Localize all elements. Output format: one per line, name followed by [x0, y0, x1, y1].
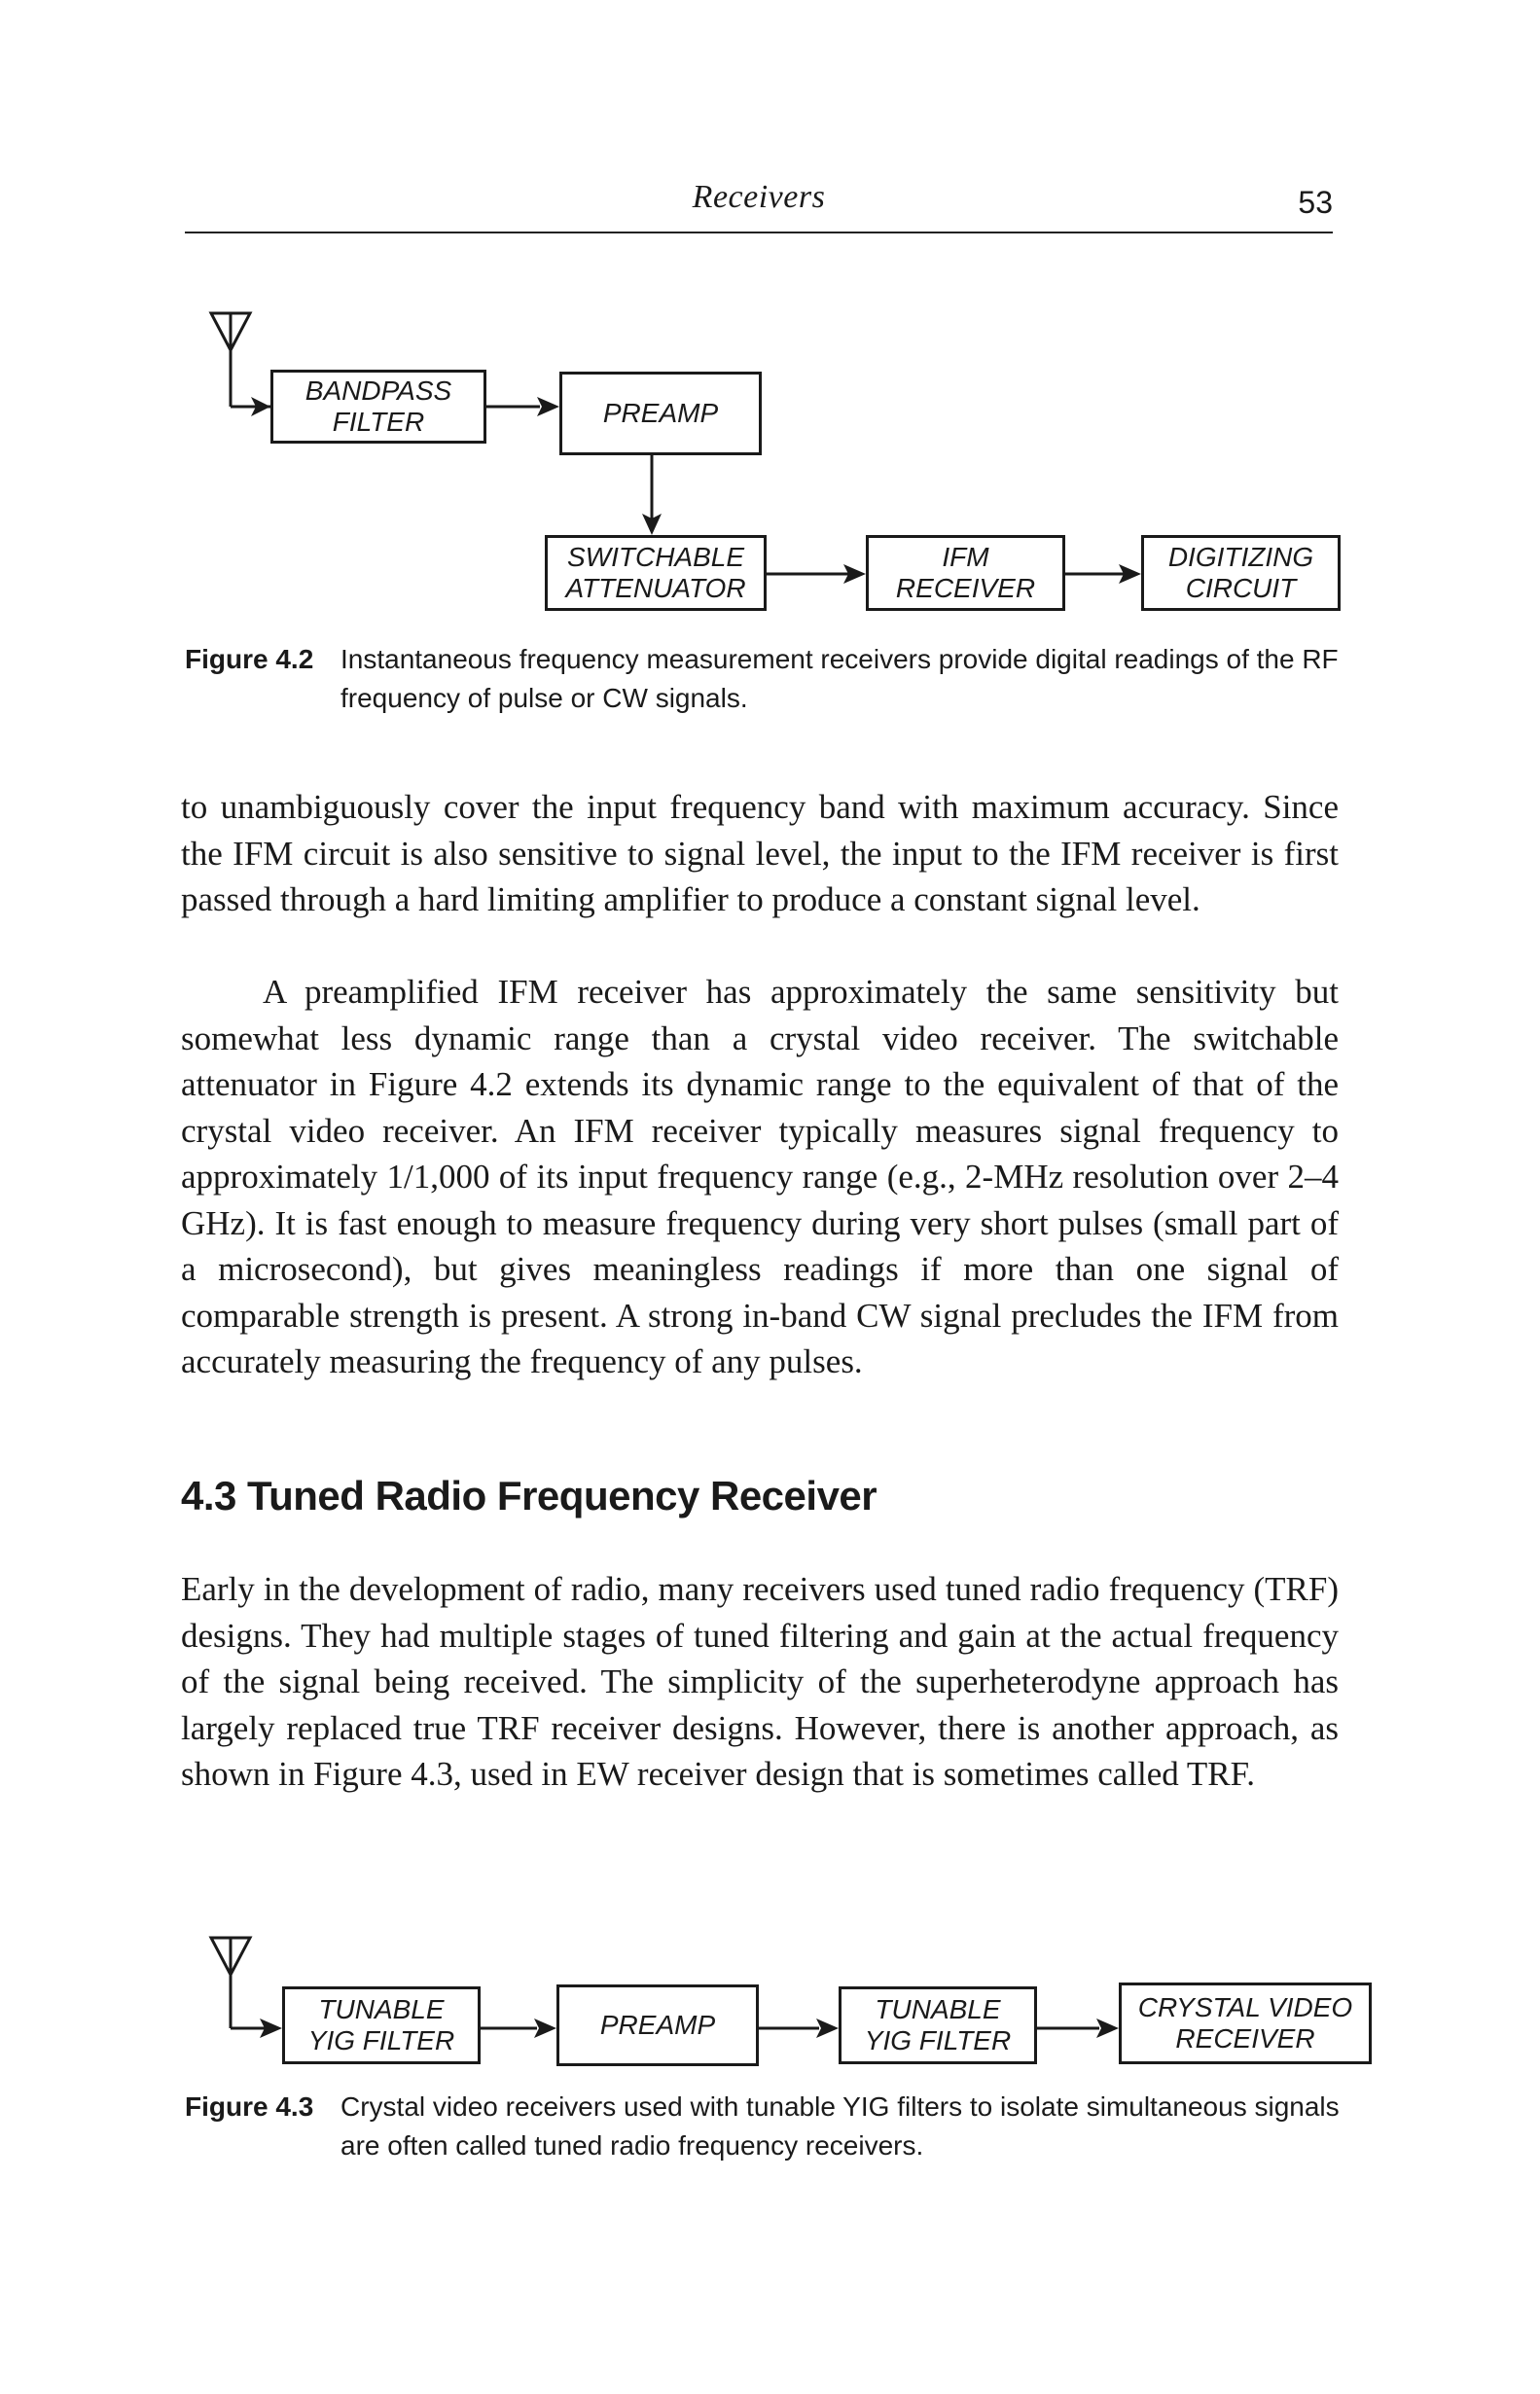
switchable-attenuator-block: [545, 535, 767, 611]
figure-4-2-caption-text: Instantaneous frequency measurement receivers provide digital readings of the RF frequency of pulse or CW signals.: [340, 644, 1339, 713]
bandpass-filter-label: BANDPASS FILTER: [304, 375, 452, 437]
running-header: [185, 171, 1333, 233]
preamp-label: PREAMP: [602, 398, 719, 428]
paragraph-3: Early in the development of radio, many receivers used tuned radio frequency (TRF) designs. They had multiple stages of tuned filtering and gain at the actual frequency of the signal being received. The simplicity of the superheterodyne approach has largely replaced true TRF receiver designs. However, there is another approach, as shown in Figure 4.3, used in EW receiver design that is sometimes called TRF.: [181, 1570, 1339, 1793]
figure-4-3-caption-label: Figure 4.3: [185, 2091, 314, 2122]
figure-4-2-diagram: [0, 292, 1540, 623]
tunable-yig-filter-1-block: [282, 1986, 481, 2064]
page-number: 53: [1298, 185, 1333, 220]
crystal-video-receiver-label: CRYSTAL VIDEO RECEIVER: [1137, 1992, 1353, 2054]
tunable-yig-filter-2-label: TUNABLE YIG FILTER: [864, 1994, 1012, 2055]
paragraph-1: to unambiguously cover the input frequency band with maximum accuracy. Since the IFM circuit is also sensitive to signal level, the input to the IFM receiver is first passed through a hard limiting amplifier to produce a constant signal level.: [181, 788, 1339, 918]
figure-4-2-caption-label: Figure 4.2: [185, 644, 314, 674]
digitizing-circuit-block: [1141, 535, 1341, 611]
tunable-yig-filter-2-block: [839, 1986, 1037, 2064]
tunable-yig-filter-1-label: TUNABLE YIG FILTER: [307, 1994, 455, 2055]
figure-4-3-caption-text: Crystal video receivers used with tunable YIG filters to isolate simultaneous signals are often called tuned radio frequency receivers.: [340, 2091, 1340, 2161]
section-heading: 4.3 Tuned Radio Frequency Receiver: [181, 1473, 877, 1519]
preamp-2-label: PREAMP: [599, 2010, 716, 2040]
running-head: Receivers: [692, 179, 826, 215]
figure-4-3-diagram: [0, 1926, 1540, 2072]
bandpass-filter-block: [270, 370, 486, 444]
ifm-receiver-block: [866, 535, 1065, 611]
preamp-2-block: [556, 1984, 759, 2066]
preamp-block: [559, 372, 762, 455]
figure-4-2-caption: [185, 640, 1343, 718]
digitizing-circuit-label: DIGITIZING CIRCUIT: [1167, 542, 1314, 603]
figure-4-3-caption: [185, 2088, 1343, 2165]
switchable-attenuator-label: SWITCHABLE ATTENUATOR: [565, 542, 746, 603]
ifm-receiver-label: IFM RECEIVER: [895, 542, 1036, 603]
paragraph-2: A preamplified IFM receiver has approximately the same sensitivity but somewhat less dynamic range than a crystal video receiver. The switchable attenuator in Figure 4.2 extends its dynamic range to the equivalent of that of the crystal video receiver. An IFM receiver typically measures signal frequency to approximately 1/1,000 of its input frequency range (e.g., 2-MHz resolution over 2–4 GHz). It is fast enough to measure frequency during very short pulses (small part of a microsecond), but gives meaningless readings if more than one signal of comparable strength is present. A strong in-band CW signal precludes the IFM from accurately measuring the frequency of any pulses.: [181, 973, 1339, 1380]
crystal-video-receiver-block: [1119, 1983, 1372, 2064]
